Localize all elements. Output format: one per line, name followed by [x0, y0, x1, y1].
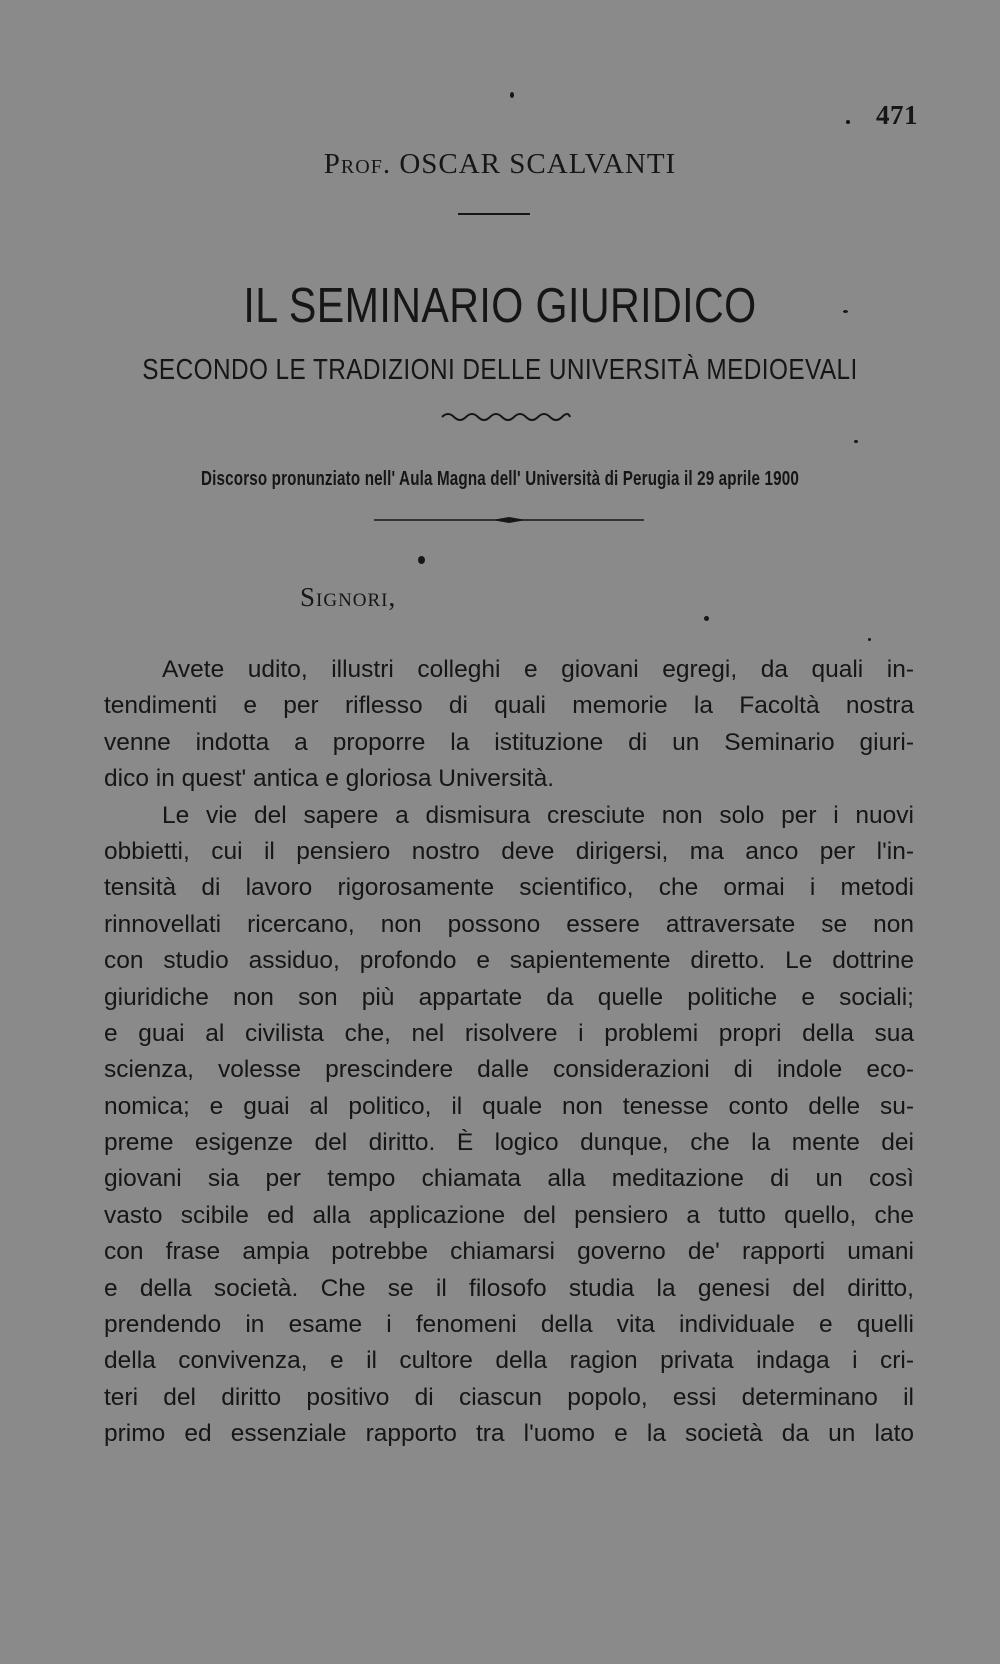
text-line: venne indotta a proporre la istituzione di un Seminario giuri- [104, 728, 914, 756]
text-line: primo ed essenziale rapporto tra l'uomo e la società da un lato [104, 1420, 914, 1448]
author-name: OSCAR SCALVANTI [399, 148, 677, 180]
document-subtitle: SECONDO LE TRADIZIONI DELLE UNIVERSITÀ MEDIOEVALI [142, 354, 858, 386]
author-rule [458, 213, 530, 215]
text-line: dico in quest' antica e gloriosa Università. [104, 765, 554, 793]
text-line: Avete udito, illustri colleghi e giovani egregi, da quali in- [162, 656, 914, 683]
text-line: Le vie del sapere a dismisura cresciute non solo per i nuovi [162, 801, 914, 829]
text-line: tensità di lavoro rigorosamente scientifico, che ormai i metodi [104, 874, 914, 902]
ink-speck [854, 440, 858, 443]
text-line: prendendo in esame i fenomeni della vita individuale e quelli [104, 1311, 914, 1339]
text-line: e guai al civilista che, nel risolvere i problemi propri della sua [104, 1019, 914, 1047]
text-line: obbietti, cui il pensiero nostro deve dirigersi, ma anco per l'in- [104, 837, 914, 865]
text-line: nomica; e guai al politico, il quale non tenesse conto delle su- [104, 1092, 914, 1120]
page-number: 471 [876, 100, 918, 130]
author-line [0, 148, 1000, 181]
dedication-line: Discorso pronunziato nell' Aula Magna dell' Università di Perugia il 29 aprile 1900 [201, 468, 799, 490]
text-line: vasto scibile ed alla applicazione del pensiero a tutto quello, che [104, 1201, 914, 1229]
ink-speck [510, 92, 514, 98]
wavy-ornament [440, 410, 572, 424]
text-line: e della società. Che se il filosofo studia la genesi del diritto, [104, 1274, 914, 1302]
ink-speck [868, 638, 871, 641]
ink-speck [704, 616, 709, 621]
ink-speck [418, 556, 425, 564]
document-title: IL SEMINARIO GIURIDICO [243, 279, 757, 333]
text-line: tendimenti e per riflesso di quali memorie la Facoltà nostra [104, 692, 914, 720]
ink-speck [843, 310, 848, 313]
text-line: della convivenza, e il cultore della ragion privata indaga i cri- [104, 1347, 914, 1375]
text-line: rinnovellati ricercano, non possono essere attraversate se non [104, 910, 914, 938]
author-prefix: Prof. [323, 148, 392, 180]
text-line: con frase ampia potrebbe chiamarsi governo de' rapporti umani [104, 1238, 914, 1266]
text-line: giuridiche non son più appartate da quelle politiche e sociali; [104, 983, 914, 1011]
text-line: con studio assiduo, profondo e sapientemente diretto. Le dottrine [104, 947, 914, 975]
text-line: teri del diritto positivo di ciascun popolo, essi determinano il [104, 1383, 914, 1411]
salutation: Signori, [300, 582, 397, 612]
ink-speck [846, 120, 850, 124]
ornament-rule [374, 514, 644, 526]
text-line: preme esigenze del diritto. È logico dunque, che la mente dei [104, 1129, 914, 1157]
text-line: giovani sia per tempo chiamata alla meditazione di un così [104, 1165, 914, 1193]
text-line: scienza, volesse prescindere dalle considerazioni di indole eco- [104, 1056, 914, 1084]
body-text [104, 652, 914, 1453]
